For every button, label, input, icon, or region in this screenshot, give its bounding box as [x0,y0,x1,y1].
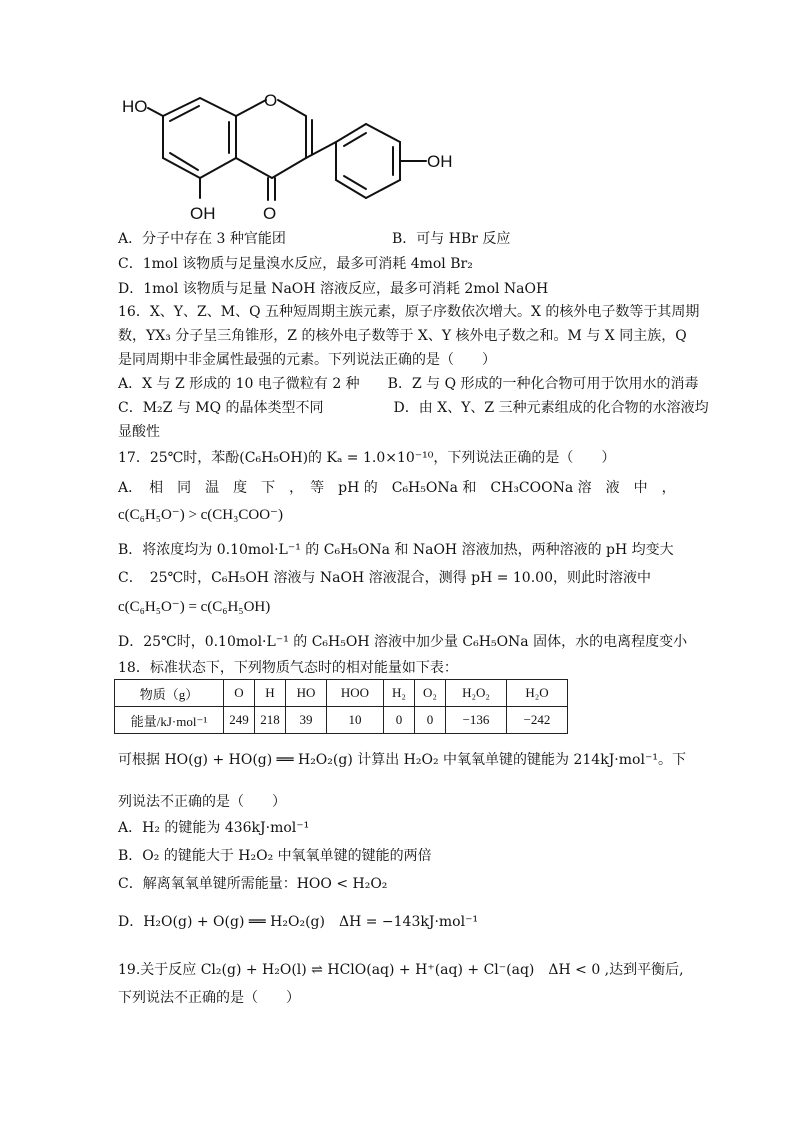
q16-option-d-cont: 显酸性 [118,424,160,440]
table-header-row [115,680,568,707]
table-cell: O₂ [415,680,446,707]
bond [236,158,272,178]
bond [200,158,236,178]
q18-stem: 18．标准状态下，下列物质气态时的相对能量如下表： [118,660,458,676]
table-cell: H₂O₂ [446,680,507,707]
table-cell: 249 [224,707,255,734]
bond [366,180,400,198]
table-cell: O [224,680,255,707]
bond [170,106,199,121]
q17-option-a-line-1: A． 相 同 温 度 下 ， 等 pH 的 C₆H₅ONa 和 CH₃COONa 溶 液 中 ， [118,480,676,496]
table-cell: HOO [327,680,384,707]
table-cell: −136 [446,707,507,734]
q18-option-a: A．H₂ 的键能为 436kJ·mol⁻¹ [118,820,310,836]
table-cell: 能量/kJ·mol⁻¹ [115,707,224,734]
q17-option-b: B．将浓度均为 0.10mol·L⁻¹ 的 C₆H₅ONa 和 NaOH 溶液加热，两种溶液的 pH 均变大 [118,542,674,558]
q17-option-d: D．25℃时，0.10mol·L⁻¹ 的 C₆H₅OH 溶液中加少量 C₆H₅ONa 固体，水的电离程度变小 [118,634,688,650]
q19-stem-line-2: 下列说法不正确的是（ ） [118,990,300,1006]
table-cell: 物质（g） [115,680,224,707]
q15-option-b: B．可与 HBr 反应 [392,231,511,247]
q16-stem-line-3: 是同周期中非金属性最强的元素。下列说法正确的是（ ） [118,352,496,368]
q19-stem-line-1: 19.关于反应 Cl₂(g) + H₂O(l) ⇌ HClO(aq) + H⁺(aq) + Cl⁻(aq) ΔH < 0 ,达到平衡后, [118,962,684,978]
q17-option-c-line-1: C． 25℃时，C₆H₅OH 溶液与 NaOH 溶液混合，测得 pH = 10.00，则此时溶液中 [118,570,651,586]
q18-option-d: D．H₂O(g) + O(g) ══ H₂O₂(g) ΔH = −143kJ·mol⁻¹ [118,914,479,930]
q15-option-a: A．分子中存在 3 种官能团 [118,231,286,247]
q15-option-c: C．1mol 该物质与足量溴水反应，最多可消耗 4mol Br₂ [118,256,473,272]
table-row [115,707,568,734]
q17-option-a-line-2: c(C₆H₅O⁻) > c(CH₃COO⁻) [118,507,283,523]
q16-stem-line-2: 数，YX₃ 分子呈三角锥形，Z 的核外电子数等于 X、Y 核外电子数之和。M 与 X 同主族，Q [118,328,687,344]
bond [306,142,336,158]
table-cell: 0 [384,707,415,734]
q16-options-cd: C．M₂Z 与 MQ 的晶体类型不同 D．由 X、Y、Z 三种元素组成的化合物的水溶液均 [118,400,709,416]
q18-option-b: B．O₂ 的键能大于 H₂O₂ 中氧氧单键的键能的两倍 [118,848,432,864]
table-cell: HO [286,680,327,707]
energy-table [114,679,568,734]
molecule-structure [118,86,478,226]
bond [170,153,198,170]
q17-stem: 17．25℃时，苯酚(C₆H₅OH)的 Kₐ = 1.0×10⁻¹⁰，下列说法正确的是（ ） [118,450,616,466]
atom-label-ho-top: HO [122,97,148,116]
atom-label-o-ketone: O [263,204,277,223]
atom-label-oh-right: OH [427,152,453,171]
table-cell: H₂ [384,680,415,707]
q18-calc-line-1: 可根据 HO(g) + HO(g) ══ H₂O₂(g) 计算出 H₂O₂ 中氧氧单键的键能为 214kJ·mol⁻¹。下 [118,752,686,768]
bond [278,100,306,116]
table-cell: H₂O [507,680,568,707]
bond [366,124,400,142]
q18-option-c: C．解离氧氧单键所需能量：HOO < H₂O₂ [118,876,388,892]
bond [272,158,306,178]
table-cell: 0 [415,707,446,734]
q16-options-ab: A．X 与 Z 形成的 10 电子微粒有 2 种 B．Z 与 Q 形成的一种化合物可用于饮用水的消毒 [118,376,699,392]
bond [148,108,163,116]
table-cell: 39 [286,707,327,734]
q18-calc-line-2: 列说法不正确的是（ ） [118,794,286,810]
bond [236,100,266,116]
atom-label-o-ring: O [264,91,278,110]
atom-label-oh-bottom: OH [190,204,216,223]
bond [200,98,236,116]
bond [163,98,200,116]
bond [336,180,366,198]
bond [336,124,366,142]
q15-option-d: D．1mol 该物质与足量 NaOH 溶液反应，最多可消耗 2mol NaOH [118,281,549,297]
q17-option-c-line-2: c(C₆H₅O⁻) = c(C₆H₅OH) [118,599,271,615]
q16-stem-line-1: 16．X、Y、Z、M、Q 五种短周期主族元素，原子序数依次增大。X 的核外电子数等于其周期 [118,304,700,320]
table-cell: 218 [255,707,286,734]
table-cell: 10 [327,707,384,734]
table-cell: −242 [507,707,568,734]
table-cell: H [255,680,286,707]
